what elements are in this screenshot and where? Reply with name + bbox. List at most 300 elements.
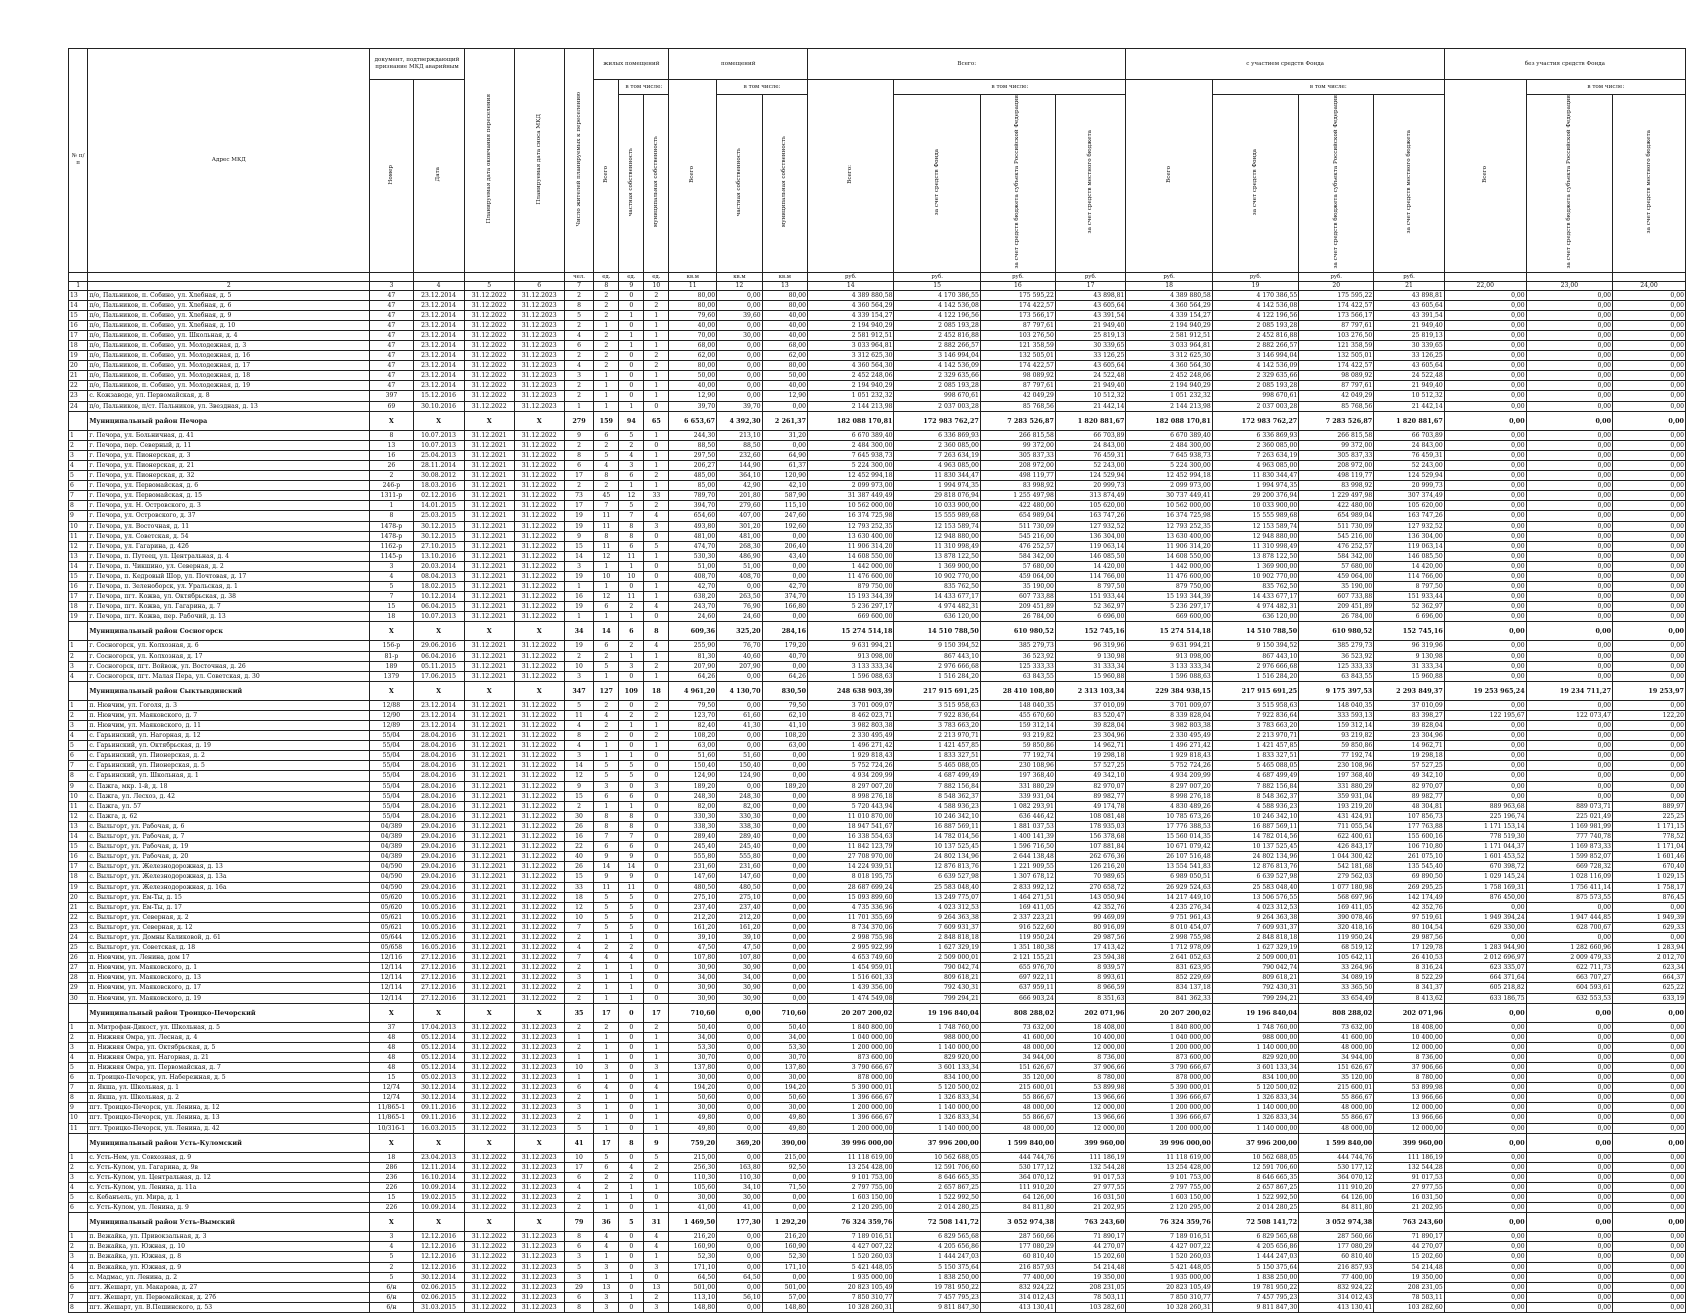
date-cell: 23.04.2013	[413, 1152, 464, 1162]
table-cell	[464, 272, 514, 281]
value-cell: 0,00	[1526, 1063, 1612, 1073]
value-cell: 852 229,69	[1126, 973, 1212, 983]
table-cell: 8	[594, 281, 619, 290]
value-cell: 0,00	[762, 953, 807, 963]
date-cell: 31.03.2015	[413, 1302, 464, 1312]
count-cell: 45	[594, 491, 619, 501]
table-row	[69, 872, 1686, 882]
value-cell: 4 170 386,55	[1212, 290, 1298, 300]
value-cell: 231,60	[717, 862, 762, 872]
value-cell: 0,00	[762, 612, 807, 622]
date-cell: 55/04	[370, 751, 413, 761]
value-cell: 545 216,00	[980, 531, 1055, 541]
value-cell: 42 049,29	[980, 391, 1055, 401]
value-cell: 2 329 635,66	[1212, 371, 1298, 381]
date-cell: 48	[370, 1052, 413, 1062]
count-cell: 2	[564, 932, 594, 942]
count-cell: 15	[564, 541, 594, 551]
value-cell: 0,00	[1526, 371, 1612, 381]
table-cell: 19	[1212, 281, 1298, 290]
value-cell: 4 963 085,00	[894, 460, 980, 470]
address-cell: п/о, Пальников, п. Собино, ул. Хлебная, д. 9	[88, 310, 370, 320]
row-number	[69, 1133, 88, 1152]
value-cell: 47,50	[717, 943, 762, 953]
value-cell: 0,00	[1444, 300, 1526, 310]
count-cell: 2	[644, 351, 669, 361]
row-number: 1	[69, 1152, 88, 1162]
count-cell: 8	[594, 821, 619, 831]
value-cell: 107,80	[717, 953, 762, 963]
address-cell: г. Печора, ул. Советская, д. 54	[88, 531, 370, 541]
date-cell: 31.12.2022	[514, 821, 564, 831]
date-cell: 13.10.2016	[413, 551, 464, 561]
date-cell: 15	[370, 602, 413, 612]
value-cell: 0,00	[717, 1123, 762, 1133]
count-cell: 7	[619, 832, 644, 842]
date-cell: X	[413, 1003, 464, 1022]
value-cell: 808 288,02	[980, 1003, 1055, 1022]
value-cell: 0,00	[1526, 1213, 1612, 1232]
row-number: 3	[69, 1252, 88, 1262]
count-cell: 1	[564, 582, 594, 592]
count-cell: 14	[564, 761, 594, 771]
value-cell: 9 150 394,52	[1212, 641, 1298, 651]
value-cell: 314 012,43	[980, 1292, 1055, 1302]
date-cell: 31.12.2021	[464, 842, 514, 852]
value-cell: 212,20	[717, 912, 762, 922]
count-cell: 2	[564, 391, 594, 401]
count-cell: 4	[619, 450, 644, 460]
value-cell: 159 312,14	[980, 721, 1055, 731]
date-cell: 15.12.2016	[413, 391, 464, 401]
value-cell: 24 802 134,96	[1212, 852, 1298, 862]
value-cell: 8 548 362,37	[894, 791, 980, 801]
value-cell: 0,00	[717, 671, 762, 681]
table-row	[69, 993, 1686, 1003]
address-cell: с. Пажга, ул. Лесхоз, д. 42	[88, 791, 370, 801]
date-cell: 23.12.2014	[413, 351, 464, 361]
value-cell: 25 819,13	[1374, 330, 1445, 340]
value-cell: 40,00	[669, 381, 717, 391]
value-cell: 7 189 016,51	[808, 1232, 894, 1242]
address-cell: п. Нювчим, ул. Маяковского, д. 17	[88, 983, 370, 993]
value-cell: 0,00	[1613, 1093, 1686, 1103]
value-cell: 834 137,18	[1126, 983, 1212, 993]
value-cell: 711 055,54	[1299, 821, 1374, 831]
value-cell: 5 465 088,05	[894, 761, 980, 771]
date-cell: 05.12.2014	[413, 1052, 464, 1062]
value-cell: 759,20	[669, 1133, 717, 1152]
count-cell: 9	[594, 852, 619, 862]
value-cell: 24 843,00	[1374, 440, 1445, 450]
table-cell: 1	[69, 281, 88, 290]
value-cell: 1 442 000,00	[808, 561, 894, 571]
date-cell: 31.12.2021	[464, 943, 514, 953]
table-row	[69, 700, 1686, 710]
value-cell: 625,22	[1613, 983, 1686, 993]
table-row	[69, 902, 1686, 912]
value-cell: 19 350,00	[1374, 1272, 1445, 1282]
count-cell: 3	[564, 1272, 594, 1282]
value-cell: 4 687 499,49	[1212, 771, 1298, 781]
value-cell: 763 243,60	[1055, 1213, 1125, 1232]
value-cell: 669 728,32	[1526, 862, 1612, 872]
value-cell: 789,70	[669, 491, 717, 501]
value-cell: 0,00	[1444, 1172, 1526, 1182]
value-cell: 369,20	[717, 1133, 762, 1152]
value-cell: 0,00	[1526, 1052, 1612, 1062]
value-cell: 77 192,74	[980, 751, 1055, 761]
count-cell: 3	[644, 521, 669, 531]
value-cell: 14 782 014,56	[1212, 832, 1298, 842]
date-cell: 31.12.2022	[464, 1193, 514, 1203]
value-cell: 39,10	[717, 932, 762, 942]
value-cell: 111 186,19	[1055, 1152, 1125, 1162]
date-cell: 1379	[370, 671, 413, 681]
value-cell: 111 910,20	[980, 1182, 1055, 1192]
count-cell: 0	[644, 821, 669, 831]
count-cell: 2	[644, 700, 669, 710]
value-cell: 498 119,77	[1299, 471, 1374, 481]
date-cell: 31.12.2021	[464, 882, 514, 892]
value-cell: 55 866,67	[980, 1093, 1055, 1103]
value-cell: 0,00	[762, 832, 807, 842]
value-cell: 2 641 052,63	[1126, 953, 1212, 963]
table-row	[69, 501, 1686, 511]
value-cell: 0,00	[1526, 661, 1612, 671]
date-cell: 2	[370, 1262, 413, 1272]
count-cell: 1	[619, 932, 644, 942]
value-cell: 122,20	[1613, 710, 1686, 720]
table-row	[69, 521, 1686, 531]
value-cell: 4 122 196,56	[894, 310, 980, 320]
value-cell: 49 342,10	[1055, 771, 1125, 781]
value-cell: 792 430,31	[1212, 983, 1298, 993]
value-cell: 7 283 526,87	[1299, 411, 1374, 430]
table-cell: руб.	[808, 272, 894, 281]
row-number: 18	[69, 341, 88, 351]
date-cell: 31.12.2022	[514, 430, 564, 440]
value-cell: 42 352,76	[1374, 902, 1445, 912]
value-cell: 8 797,50	[1374, 582, 1445, 592]
row-number: 19	[69, 351, 88, 361]
count-cell: 1	[594, 741, 619, 751]
row-number: 6	[69, 1203, 88, 1213]
value-cell: 0,00	[717, 371, 762, 381]
value-cell: 2 037 003,28	[894, 401, 980, 411]
value-cell: 2 099 973,00	[1126, 481, 1212, 491]
address-cell: г. Печора, ул. Пионерская, д. 32	[88, 471, 370, 481]
count-cell: 10	[564, 1152, 594, 1162]
value-cell: 34 089,19	[1299, 973, 1374, 983]
date-cell: 31.12.2021	[464, 902, 514, 912]
value-cell: 0,00	[1444, 440, 1526, 450]
value-cell: 1 082 293,91	[980, 801, 1055, 811]
count-cell: 4	[564, 1182, 594, 1192]
date-cell: 30.12.2015	[413, 531, 464, 541]
table-row	[69, 1272, 1686, 1282]
date-cell: 286	[370, 1162, 413, 1172]
count-cell: 6	[594, 430, 619, 440]
count-cell: 0	[619, 1302, 644, 1312]
table-cell: руб.	[1374, 272, 1445, 281]
value-cell: 0,00	[717, 1022, 762, 1032]
date-cell: 15	[370, 1193, 413, 1203]
count-cell: 1	[594, 751, 619, 761]
value-cell: 3 701 009,07	[1126, 700, 1212, 710]
value-cell: 339 931,04	[980, 791, 1055, 801]
value-cell: 0,00	[762, 922, 807, 932]
table-row	[69, 1172, 1686, 1182]
value-cell: 0,00	[762, 892, 807, 902]
count-cell: 31	[644, 1213, 669, 1232]
value-cell: 77 192,74	[1299, 751, 1374, 761]
count-cell: 0	[644, 761, 669, 771]
value-cell: 76,90	[717, 602, 762, 612]
value-cell: 4 360 564,29	[1126, 300, 1212, 310]
date-cell: 31.12.2022	[464, 1063, 514, 1073]
value-cell: 0,00	[1526, 1123, 1612, 1133]
value-cell: 1 221 909,55	[980, 862, 1055, 872]
count-cell: 1	[619, 751, 644, 761]
value-cell: 867 443,10	[894, 651, 980, 661]
value-cell: 85 768,56	[1299, 401, 1374, 411]
value-cell: 88,50	[669, 440, 717, 450]
date-cell: X	[464, 1213, 514, 1232]
value-cell: 121 358,59	[1299, 341, 1374, 351]
value-cell: 39,70	[717, 401, 762, 411]
value-cell: 0,00	[717, 381, 762, 391]
value-cell: 0,00	[1613, 622, 1686, 641]
value-cell: 1 140 000,00	[1212, 1103, 1298, 1113]
count-cell: 1	[594, 1203, 619, 1213]
value-cell: 338,30	[717, 821, 762, 831]
date-cell: 31.12.2022	[514, 440, 564, 450]
value-cell: 610 980,52	[1299, 622, 1374, 641]
value-cell: 52 243,00	[1374, 460, 1445, 470]
district-subtotal-row	[69, 411, 1686, 430]
date-cell: 31.12.2021	[464, 571, 514, 581]
value-cell: 0,00	[1444, 1063, 1526, 1073]
value-cell: 474,70	[669, 541, 717, 551]
count-cell: 0	[644, 1272, 669, 1282]
value-cell: 17 413,42	[1055, 943, 1125, 953]
value-cell: 799 294,21	[1212, 993, 1298, 1003]
date-cell: 31.12.2022	[514, 781, 564, 791]
value-cell: 0,00	[1526, 1003, 1612, 1022]
value-cell: 0,00	[1526, 1252, 1612, 1262]
value-cell: 66 703,89	[1374, 430, 1445, 440]
value-cell: 0,00	[1526, 330, 1612, 340]
count-cell: 2	[564, 651, 594, 661]
value-cell: 77 400,00	[980, 1272, 1055, 1282]
value-cell: 3 515 958,63	[894, 700, 980, 710]
value-cell: 80,00	[669, 361, 717, 371]
count-cell: 5	[594, 661, 619, 671]
date-cell: 31.12.2021	[464, 862, 514, 872]
table-row	[69, 983, 1686, 993]
value-cell: 0,00	[1444, 1093, 1526, 1103]
value-cell: 3 790 666,67	[808, 1063, 894, 1073]
value-cell: 148 040,35	[980, 700, 1055, 710]
date-cell: 31.12.2022	[514, 460, 564, 470]
value-cell: 19 234 711,27	[1526, 681, 1612, 700]
table-cell: 23,00	[1526, 281, 1612, 290]
count-cell: 3	[619, 661, 644, 671]
count-cell: 19	[564, 571, 594, 581]
value-cell: 9 751 961,43	[1126, 912, 1212, 922]
count-cell: 5	[619, 430, 644, 440]
date-cell: 18.02.2015	[413, 582, 464, 592]
date-cell: 31.12.2022	[514, 551, 564, 561]
value-cell: 57 527,25	[1055, 761, 1125, 771]
value-cell: 15 960,88	[1055, 671, 1125, 681]
value-cell: 55 866,67	[1299, 1113, 1374, 1123]
row-number: 6	[69, 1282, 88, 1292]
value-cell: 0,00	[1444, 641, 1526, 651]
value-cell: 4 360 564,30	[808, 361, 894, 371]
date-cell: 31.12.2021	[464, 912, 514, 922]
value-cell: 5 224 300,00	[1126, 460, 1212, 470]
value-cell: 0,00	[717, 741, 762, 751]
value-cell: 9 175 397,53	[1299, 681, 1374, 700]
value-cell: 7 609 931,37	[1212, 922, 1298, 932]
value-cell: 1 421 457,85	[894, 741, 980, 751]
value-cell: 0,00	[1613, 932, 1686, 942]
table-cell: чел.	[564, 272, 594, 281]
date-cell: 27.12.2016	[413, 953, 464, 963]
value-cell: 0,00	[717, 1032, 762, 1042]
date-cell: 2	[370, 471, 413, 481]
value-cell: 0,00	[1613, 401, 1686, 411]
date-cell: 12/88	[370, 700, 413, 710]
value-cell: 34,00	[669, 973, 717, 983]
value-cell: 2 882 266,57	[1212, 341, 1298, 351]
value-cell: 35 190,00	[980, 582, 1055, 592]
value-cell: 1 171,04	[1613, 842, 1686, 852]
value-cell: 1 627 329,19	[894, 943, 980, 953]
value-cell: 1 396 666,67	[808, 1113, 894, 1123]
value-cell: 48 000,00	[980, 1042, 1055, 1052]
value-cell: 87 797,61	[980, 381, 1055, 391]
date-cell: 31.12.2022	[514, 771, 564, 781]
count-cell: 3	[564, 371, 594, 381]
value-cell: 809 618,21	[894, 973, 980, 983]
date-cell: 12/114	[370, 973, 413, 983]
table-row	[69, 541, 1686, 551]
value-cell: 8 646 665,35	[1212, 1172, 1298, 1182]
date-cell: 18.03.2016	[413, 481, 464, 491]
date-cell: 31.12.2021	[464, 602, 514, 612]
count-cell: 0	[619, 741, 644, 751]
header-area-municipal: муниципальная собственность	[762, 95, 807, 273]
value-cell: 10 400,00	[1055, 1032, 1125, 1042]
value-cell: 245,40	[669, 842, 717, 852]
table-row	[69, 602, 1686, 612]
count-cell: 35	[564, 1003, 594, 1022]
address-cell: п. Митрофан-Дикост, ул. Школьная, д. 5	[88, 1022, 370, 1032]
value-cell: 0,00	[717, 1003, 762, 1022]
value-cell: 407,00	[717, 511, 762, 521]
value-cell: 0,00	[1613, 751, 1686, 761]
value-cell: 0,00	[762, 561, 807, 571]
value-cell: 7 882 156,84	[894, 781, 980, 791]
value-cell: 0,00	[1613, 1203, 1686, 1213]
value-cell: 19 781 950,22	[894, 1282, 980, 1292]
value-cell: 76,70	[717, 641, 762, 651]
value-cell: 10 033 900,00	[894, 501, 980, 511]
date-cell: 28.04.2016	[413, 761, 464, 771]
count-cell: 5	[619, 771, 644, 781]
date-cell: 04/389	[370, 821, 413, 831]
value-cell: 1 935 000,00	[1126, 1272, 1212, 1282]
count-cell: 1	[619, 1182, 644, 1192]
relocation-register-table	[68, 48, 1686, 1313]
value-cell: 1 596 088,63	[1126, 671, 1212, 681]
value-cell: 208 972,00	[980, 460, 1055, 470]
value-cell: 3 146 994,04	[1212, 351, 1298, 361]
count-cell: 16	[564, 832, 594, 842]
value-cell: 36 523,92	[1299, 651, 1374, 661]
count-cell: 15	[564, 791, 594, 801]
value-cell: 0,00	[1526, 1133, 1612, 1152]
table-cell: кв.м	[669, 272, 717, 281]
value-cell: 279,60	[717, 501, 762, 511]
value-cell: 1 171 153,14	[1444, 821, 1526, 831]
date-cell: 31.12.2022	[464, 1022, 514, 1032]
value-cell: 147,60	[717, 872, 762, 882]
value-cell: 2 085 193,28	[894, 381, 980, 391]
value-cell: 654,60	[669, 511, 717, 521]
value-cell: 12,90	[669, 391, 717, 401]
date-cell: X	[413, 681, 464, 700]
count-cell: 6	[594, 842, 619, 852]
row-number: 5	[69, 741, 88, 751]
value-cell: 13 966,66	[1374, 1113, 1445, 1123]
value-cell: 0,00	[1444, 1272, 1526, 1282]
count-cell: 4	[594, 1083, 619, 1093]
value-cell: 3 033 964,81	[1126, 341, 1212, 351]
value-cell: 4 339 154,27	[808, 310, 894, 320]
count-cell: 2	[564, 351, 594, 361]
count-cell: 40	[564, 852, 594, 862]
count-cell: 3	[594, 1292, 619, 1302]
value-cell: 325,20	[717, 622, 762, 641]
value-cell: 2 144 213,98	[808, 401, 894, 411]
count-cell: 1	[644, 450, 669, 460]
value-cell: 666 903,24	[980, 993, 1055, 1003]
table-row	[69, 801, 1686, 811]
value-cell: 64 126,00	[1299, 1193, 1374, 1203]
value-cell: 1 935 000,00	[808, 1272, 894, 1282]
date-cell: 23.12.2014	[413, 721, 464, 731]
value-cell: 43 391,54	[1374, 310, 1445, 320]
count-cell: 94	[619, 411, 644, 430]
date-cell: 31.12.2023	[514, 1162, 564, 1172]
district-subtotal-row	[69, 681, 1686, 700]
value-cell: 42,70	[762, 582, 807, 592]
value-cell: 12 153 589,74	[1212, 521, 1298, 531]
value-cell: 1 994 974,35	[894, 481, 980, 491]
row-number: 2	[69, 710, 88, 720]
value-cell: 40,00	[762, 320, 807, 330]
value-cell: 169 411,05	[980, 902, 1055, 912]
value-cell: 189,20	[762, 781, 807, 791]
value-cell: 459 064,00	[1299, 571, 1374, 581]
table-row	[69, 1022, 1686, 1032]
count-cell: 1	[594, 1073, 619, 1083]
value-cell: 2 976 666,68	[1212, 661, 1298, 671]
